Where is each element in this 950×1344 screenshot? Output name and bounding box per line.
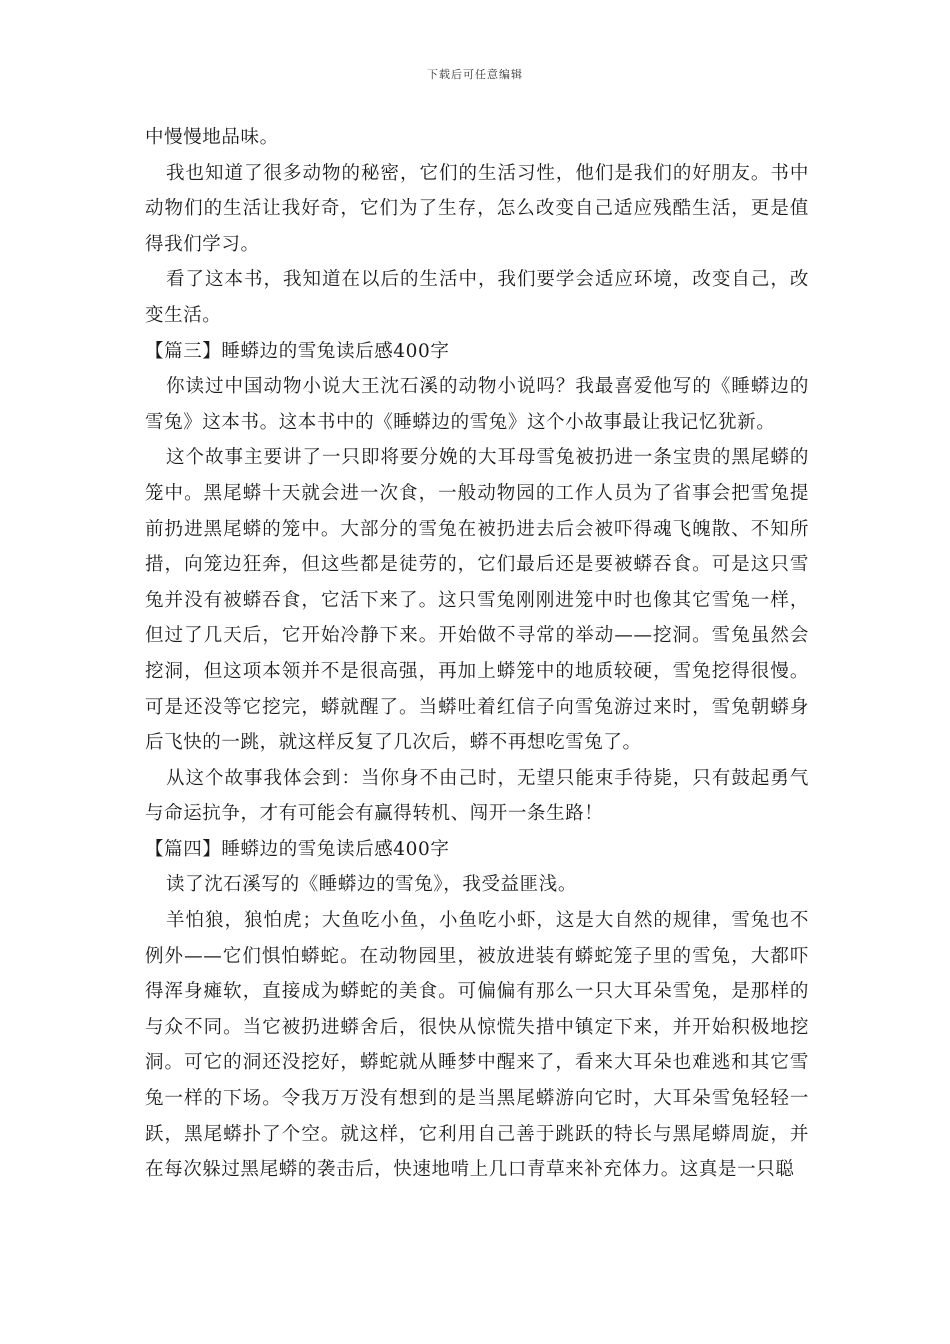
page-header: 下载后可任意编辑 xyxy=(427,68,523,81)
paragraph: 中慢慢地品味。 xyxy=(145,127,279,148)
paragraph: 看了这本书，我知道在以后的生活中，我们要学会适应环境，改变自己，改变生活。 xyxy=(145,269,809,326)
document-body xyxy=(145,120,809,1188)
section-heading: 【篇四】睡蟒边的雪兔读后感400字 xyxy=(145,838,450,860)
section-heading: 【篇三】睡蟒边的雪兔读后感400字 xyxy=(145,340,450,362)
paragraph: 读了沈石溪写的《睡蟒边的雪兔》，我受益匪浅。 xyxy=(166,874,577,896)
paragraph: 从这个故事我体会到：当你身不由己时，无望只能束手待毙，只有鼓起勇气与命运抗争，才有可能会有赢得转机、闯开一条生路！ xyxy=(145,767,809,825)
paragraph: 这个故事主要讲了一只即将要分娩的大耳母雪兔被扔进一条宝贵的黑尾蟒的笼中。黑尾蟒十天就会进一次食，一般动物园的工作人员为了省事会把雪兔提前扔进黑尾蟒的笼中。大部分的雪兔在被扔进去后会被吓得魂飞魄散、不知所措，向笼边狂奔，但这些都是徒劳的，它们最后还是要被蟒吞食。可是这只雪兔并没有被蟒吞食，它活下来了。这只雪兔刚刚进笼中时也像其它雪兔一样，但过了几天后，它开始冷静下来。开始做不寻常的举动——挖洞。雪兔虽然会挖洞，但这项本领并不是很高强，再加上蟒笼中的地质较硬，雪兔挖得很慢。可是还没等它挖完，蟒就醒了。当蟒吐着红信子向雪兔游过来时，雪兔朝蟒身后飞快的一跳，就这样反复了几次后，蟒不再想吃雪兔了。 xyxy=(145,447,809,754)
paragraph: 羊怕狼，狼怕虎；大鱼吃小鱼，小鱼吃小虾，这是大自然的规律，雪兔也不例外——它们惧怕蟒蛇。在动物园里，被放进装有蟒蛇笼子里的雪兔，大都吓得浑身瘫软，直接成为蟒蛇的美食。可偏偏有那么一只大耳朵雪兔，是那样的与众不同。当它被扔进蟒舍后，很快从惊慌失措中镇定下来，并开始积极地挖洞。可它的洞还没挖好，蟒蛇就从睡梦中醒来了，看来大耳朵也难逃和其它雪兔一样的下场。令我万万没有想到的是当黑尾蟒游向它时，大耳朵雪兔轻轻一跃，黑尾蟒扑了个空。就这样，它利用自己善于跳跃的特长与黑尾蟒周旋，并在每次躲过黑尾蟒的袭击后，快速地啃上几口青草来补充体力。这真是一只聪 xyxy=(145,910,809,1181)
paragraph: 你读过中国动物小说大王沈石溪的动物小说吗？我最喜爱他写的《睡蟒边的雪兔》这本书。这本书中的《睡蟒边的雪兔》这个小故事最让我记忆犹新。 xyxy=(145,376,809,433)
paragraph: 我也知道了很多动物的秘密，它们的生活习性，他们是我们的好朋友。书中动物们的生活让我好奇，它们为了生存，怎么改变自己适应残酷生活，更是值得我们学习。 xyxy=(145,162,809,255)
